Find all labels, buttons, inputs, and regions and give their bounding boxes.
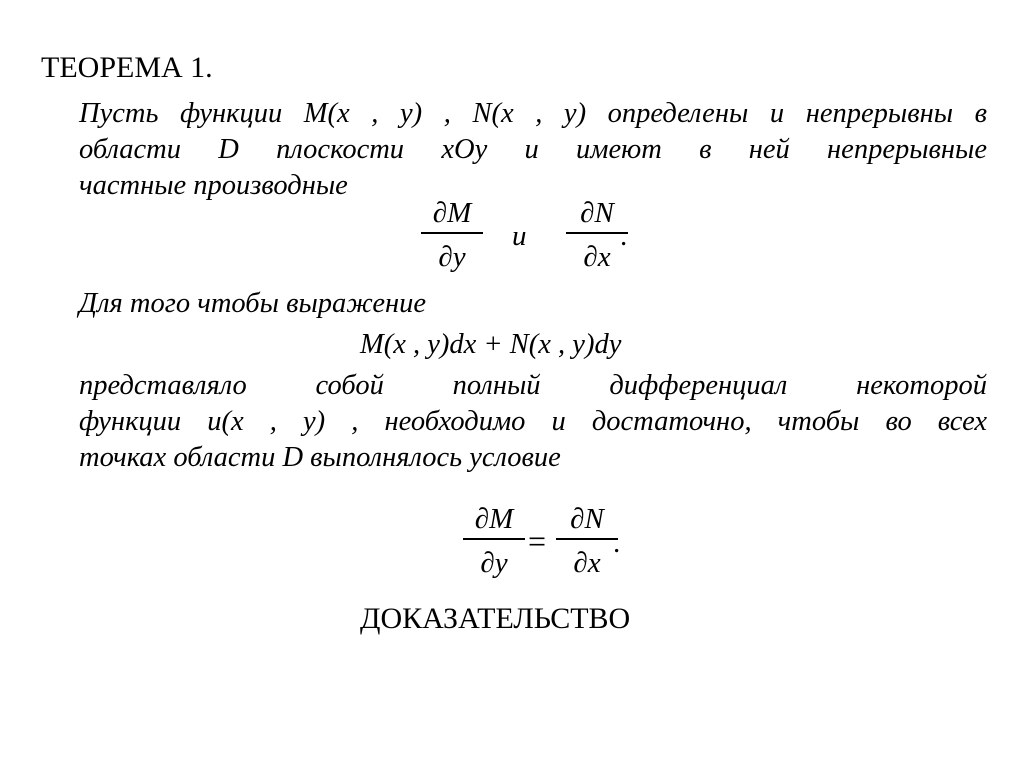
- fraction-bar: [566, 232, 628, 234]
- expression-intro: [79, 286, 987, 322]
- equals-sign: =: [528, 523, 547, 559]
- fraction-numerator: ∂M: [474, 503, 514, 535]
- proof-heading: ДОКАЗАТЕЛЬСТВО: [360, 602, 631, 635]
- paragraph-line: Для того чтобы выражение: [79, 288, 427, 319]
- paragraph-line: частные производные: [79, 170, 348, 201]
- fraction-bar: [463, 538, 525, 540]
- formula-period: .: [620, 220, 628, 252]
- paragraph-line: Пусть функции M(x , y) , N(x , y) определены и непрерывны в: [79, 98, 987, 129]
- paragraph-line: представляло собой полный дифференциал некоторой: [79, 370, 987, 401]
- formula-period: .: [613, 527, 621, 559]
- fraction-denominator: ∂y: [480, 547, 508, 579]
- differential-expression: M(x , y)dx + N(x , y)dy: [360, 329, 622, 360]
- theorem-condition-paragraph: [79, 96, 987, 204]
- paragraph-line: функции u(x , y) , необходимо и достаточно, чтобы во всех: [79, 406, 987, 437]
- theorem-title: ТЕОРЕМА 1.: [41, 51, 213, 84]
- fraction-denominator: ∂y: [438, 241, 466, 273]
- fraction-bar: [556, 538, 618, 540]
- fraction-denominator: ∂x: [573, 547, 601, 579]
- fraction-numerator: ∂N: [570, 503, 604, 535]
- paragraph-line: точках области D выполнялось условие: [79, 442, 561, 473]
- fraction-denominator: ∂x: [583, 241, 611, 273]
- fraction-numerator: ∂N: [580, 197, 614, 229]
- paragraph-line: области D плоскости xOy и имеют в ней непрерывные: [79, 134, 987, 165]
- fraction-numerator: ∂M: [432, 197, 472, 229]
- fraction-bar: [421, 232, 483, 234]
- theorem-conclusion-paragraph: [79, 368, 987, 476]
- formula-connector-and: и: [512, 220, 527, 252]
